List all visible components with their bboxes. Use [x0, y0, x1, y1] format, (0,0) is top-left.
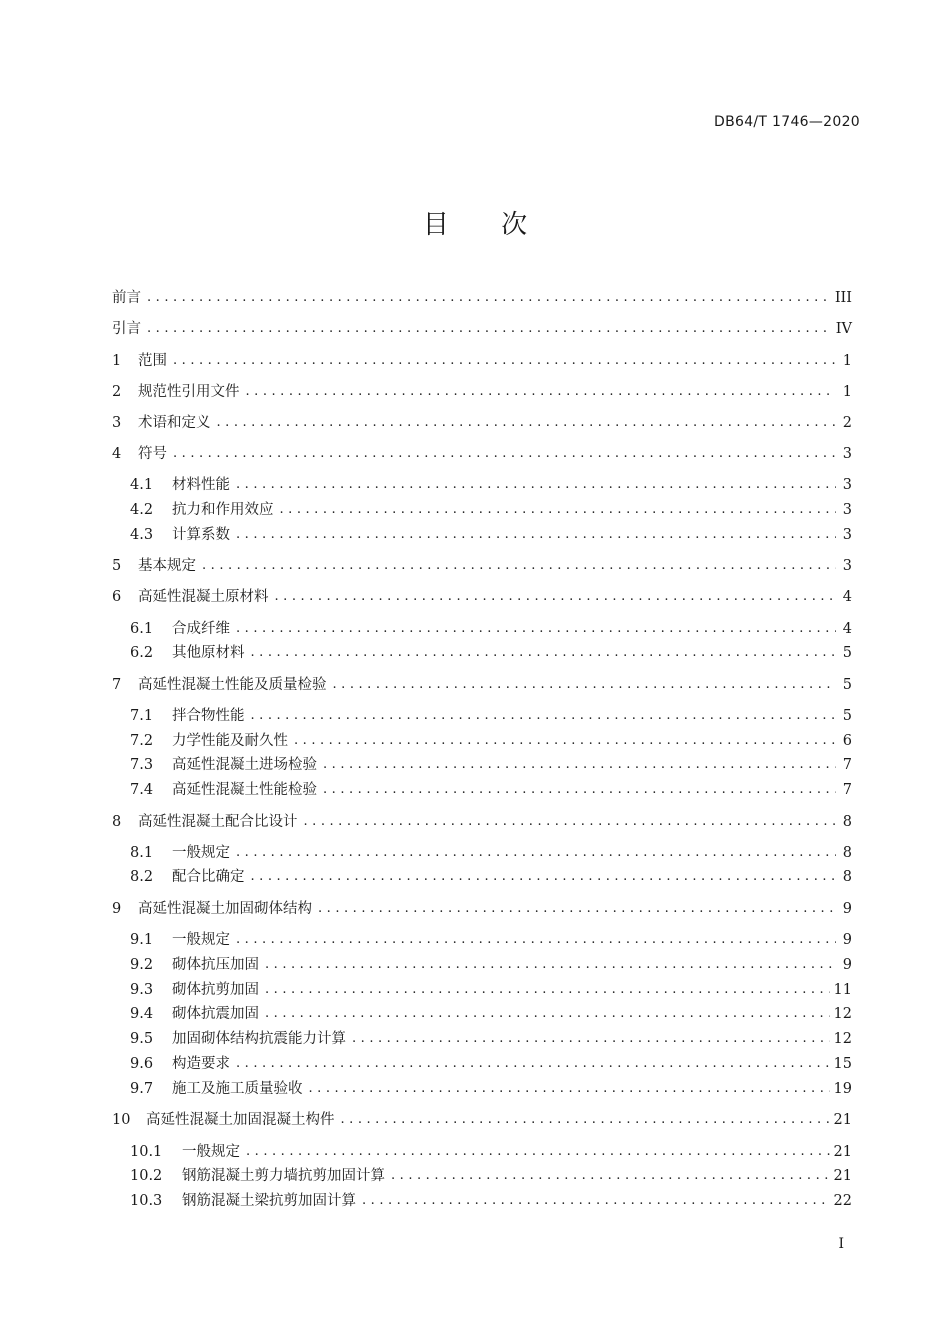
toc-leader-dots — [236, 843, 836, 863]
toc-leader-dots — [173, 351, 836, 371]
toc-entry[interactable] — [112, 843, 852, 863]
toc-leader-dots — [236, 475, 836, 495]
toc-leader-dots — [391, 1166, 830, 1186]
toc-entry-label: 前言 — [112, 290, 141, 306]
toc-leader-dots — [265, 980, 830, 1000]
toc-entry-label: 高延性混凝土性能检验 — [172, 782, 317, 798]
toc-leader-dots — [323, 780, 836, 800]
toc-entry[interactable] — [112, 731, 852, 751]
toc-entry-number: 6 — [112, 589, 122, 605]
toc-entry-page: 11 — [833, 982, 852, 998]
toc-leader-dots — [362, 1191, 830, 1211]
toc-entry-number: 2 — [112, 384, 122, 400]
toc-entry-page: 21 — [833, 1168, 852, 1184]
toc-entry-page: 5 — [842, 645, 852, 661]
toc-leader-dots — [265, 1004, 830, 1024]
toc-entry-label: 加固砌体结构抗震能力计算 — [172, 1031, 346, 1047]
toc-leader-dots — [246, 382, 837, 402]
toc-entry-page: 7 — [842, 782, 852, 798]
toc-entry-number: 7.2 — [130, 733, 154, 749]
toc-entry-number: 1 — [112, 353, 122, 369]
toc-leader-dots — [333, 675, 837, 695]
toc-entry[interactable] — [112, 525, 852, 545]
toc-entry-number: 9.3 — [130, 982, 154, 998]
toc-entry[interactable] — [112, 413, 852, 433]
toc-entry[interactable] — [112, 1142, 852, 1162]
toc-entry-number: 6.1 — [130, 621, 154, 637]
toc-leader-dots — [236, 930, 836, 950]
toc-entry-page: IV — [835, 321, 852, 337]
toc-entry-page: 9 — [842, 957, 852, 973]
toc-entry-label: 术语和定义 — [138, 415, 211, 431]
toc-entry-label: 计算系数 — [172, 527, 230, 543]
toc-entry-page: 8 — [842, 869, 852, 885]
toc-entry-label: 拌合物性能 — [172, 708, 245, 724]
toc-entry-label: 钢筋混凝土梁抗剪加固计算 — [182, 1193, 356, 1209]
toc-entry[interactable] — [112, 587, 852, 607]
toc-leader-dots — [202, 556, 836, 576]
toc-entry-label: 高延性混凝土进场检验 — [172, 757, 317, 773]
toc-leader-dots — [251, 643, 837, 663]
toc-entry-number: 9.4 — [130, 1006, 154, 1022]
toc-entry-page: 3 — [842, 527, 852, 543]
toc-leader-dots — [275, 587, 837, 607]
toc-leader-dots — [323, 755, 836, 775]
toc-leader-dots — [304, 812, 837, 832]
toc-entry-page: 9 — [842, 901, 852, 917]
toc-entry[interactable] — [112, 1191, 852, 1211]
toc-entry-number: 8 — [112, 814, 122, 830]
toc-entry-number: 10.1 — [130, 1144, 163, 1160]
toc-entry-number: 10 — [112, 1112, 131, 1128]
toc-entry-page: 8 — [842, 845, 852, 861]
toc-entry-label: 其他原材料 — [172, 645, 245, 661]
toc-entry-number: 5 — [112, 558, 122, 574]
toc-entry[interactable] — [112, 319, 852, 339]
toc-entry-page: 3 — [842, 446, 852, 462]
toc-entry[interactable] — [112, 1054, 852, 1074]
toc-entry-label: 砌体抗震加固 — [172, 1006, 259, 1022]
toc-entry[interactable] — [112, 980, 852, 1000]
toc-entry-page: 1 — [842, 384, 852, 400]
toc-leader-dots — [309, 1079, 830, 1099]
toc-entry-number: 10.2 — [130, 1168, 163, 1184]
toc-entry-page: 12 — [833, 1006, 852, 1022]
page-title: 目 次 — [422, 210, 550, 240]
toc-entry-label: 合成纤维 — [172, 621, 230, 637]
toc-leader-dots — [251, 867, 837, 887]
toc-entry-label: 符号 — [138, 446, 167, 462]
toc-entry-number: 7 — [112, 677, 122, 693]
toc-entry-label: 一般规定 — [172, 845, 230, 861]
toc-entry-label: 高延性混凝土配合比设计 — [138, 814, 298, 830]
toc-entry-number: 8.2 — [130, 869, 154, 885]
toc-entry-page: 21 — [833, 1112, 852, 1128]
toc-entry-label: 钢筋混凝土剪力墙抗剪加固计算 — [182, 1168, 385, 1184]
toc-entry-page: 5 — [842, 708, 852, 724]
toc-entry-number: 9.1 — [130, 932, 154, 948]
toc-entry-number: 10.3 — [130, 1193, 163, 1209]
toc-entry[interactable] — [112, 706, 852, 726]
toc-entry-page: 1 — [842, 353, 852, 369]
toc-entry-number: 6.2 — [130, 645, 154, 661]
toc-entry-label: 一般规定 — [172, 932, 230, 948]
toc-entry-number: 4.1 — [130, 477, 154, 493]
toc-entry-page: 3 — [842, 477, 852, 493]
toc-entry-page: 12 — [833, 1031, 852, 1047]
toc-entry[interactable] — [112, 1110, 852, 1130]
toc-leader-dots — [147, 288, 831, 308]
toc-leader-dots — [341, 1110, 830, 1130]
toc-entry-number: 7.4 — [130, 782, 154, 798]
toc-entry-page: 3 — [842, 502, 852, 518]
toc-entry[interactable] — [112, 444, 852, 464]
toc-entry[interactable] — [112, 1079, 852, 1099]
toc-entry[interactable] — [112, 1004, 852, 1024]
toc-entry-number: 7.1 — [130, 708, 154, 724]
footer-page-number: I — [838, 1236, 844, 1252]
toc-entry-label: 基本规定 — [138, 558, 196, 574]
toc-entry-page: 5 — [842, 677, 852, 693]
toc-entry-page: 4 — [842, 589, 852, 605]
toc-entry[interactable] — [112, 930, 852, 950]
toc-entry-page: 2 — [842, 415, 852, 431]
toc-entry-number: 3 — [112, 415, 122, 431]
toc-leader-dots — [246, 1142, 830, 1162]
toc-entry-page: 7 — [842, 757, 852, 773]
toc-entry-number: 9.2 — [130, 957, 154, 973]
toc-entry-label: 高延性混凝土加固砌体结构 — [138, 901, 312, 917]
toc-entry-label: 高延性混凝土原材料 — [138, 589, 269, 605]
standard-code: DB64/T 1746—2020 — [714, 114, 860, 130]
toc-entry[interactable] — [112, 475, 852, 495]
toc-leader-dots — [236, 619, 836, 639]
toc-entry-label: 规范性引用文件 — [138, 384, 240, 400]
toc-entry[interactable] — [112, 955, 852, 975]
toc-leader-dots — [147, 319, 832, 339]
toc-entry[interactable] — [112, 643, 852, 663]
toc-entry-label: 范围 — [138, 353, 167, 369]
toc-entry-label: 材料性能 — [172, 477, 230, 493]
toc-entry-number: 4.2 — [130, 502, 154, 518]
toc-leader-dots — [217, 413, 837, 433]
toc-entry-page: 9 — [842, 932, 852, 948]
toc-entry-number: 9.6 — [130, 1056, 154, 1072]
toc-entry[interactable] — [112, 867, 852, 887]
toc-entry[interactable] — [112, 675, 852, 695]
toc-leader-dots — [236, 525, 836, 545]
toc-entry[interactable] — [112, 288, 852, 308]
toc-entry-label: 抗力和作用效应 — [172, 502, 274, 518]
toc-entry-number: 4.3 — [130, 527, 154, 543]
toc-entry[interactable] — [112, 1166, 852, 1186]
toc-entry[interactable] — [112, 351, 852, 371]
toc-leader-dots — [318, 899, 836, 919]
toc-entry[interactable] — [112, 619, 852, 639]
toc-entry-number: 9 — [112, 901, 122, 917]
toc-entry-label: 高延性混凝土性能及质量检验 — [138, 677, 327, 693]
toc-entry-label: 配合比确定 — [172, 869, 245, 885]
toc-entry-page: 6 — [842, 733, 852, 749]
toc-entry-page: 15 — [833, 1056, 852, 1072]
toc-entry-label: 施工及施工质量验收 — [172, 1081, 303, 1097]
toc-entry[interactable] — [112, 899, 852, 919]
toc-leader-dots — [265, 955, 836, 975]
toc-entry-label: 引言 — [112, 321, 141, 337]
toc-entry-label: 高延性混凝土加固混凝土构件 — [146, 1112, 335, 1128]
toc-entry-label: 一般规定 — [182, 1144, 240, 1160]
toc-entry-number: 9.7 — [130, 1081, 154, 1097]
toc-leader-dots — [236, 1054, 830, 1074]
toc-entry-page: 4 — [842, 621, 852, 637]
toc-entry-number: 9.5 — [130, 1031, 154, 1047]
toc-entry-page: III — [834, 290, 852, 306]
toc-entry[interactable] — [112, 382, 852, 402]
toc-entry-page: 3 — [842, 558, 852, 574]
toc-entry-page: 8 — [842, 814, 852, 830]
toc-entry-number: 7.3 — [130, 757, 154, 773]
toc-leader-dots — [294, 731, 836, 751]
toc-entry[interactable] — [112, 812, 852, 832]
toc-leader-dots — [173, 444, 836, 464]
toc-leader-dots — [251, 706, 837, 726]
toc-entry-label: 砌体抗压加固 — [172, 957, 259, 973]
toc-entry[interactable] — [112, 500, 852, 520]
toc-entry[interactable] — [112, 1029, 852, 1049]
toc-entry-label: 力学性能及耐久性 — [172, 733, 288, 749]
toc-leader-dots — [352, 1029, 830, 1049]
toc-leader-dots — [280, 500, 837, 520]
toc-entry-number: 8.1 — [130, 845, 154, 861]
toc-entry-label: 构造要求 — [172, 1056, 230, 1072]
toc-entry-page: 22 — [833, 1193, 852, 1209]
toc-entry-number: 4 — [112, 446, 122, 462]
toc-entry[interactable] — [112, 755, 852, 775]
toc-entry[interactable] — [112, 556, 852, 576]
toc-entry-page: 19 — [833, 1081, 852, 1097]
toc-entry-page: 21 — [833, 1144, 852, 1160]
toc-entry[interactable] — [112, 780, 852, 800]
toc-entry-label: 砌体抗剪加固 — [172, 982, 259, 998]
